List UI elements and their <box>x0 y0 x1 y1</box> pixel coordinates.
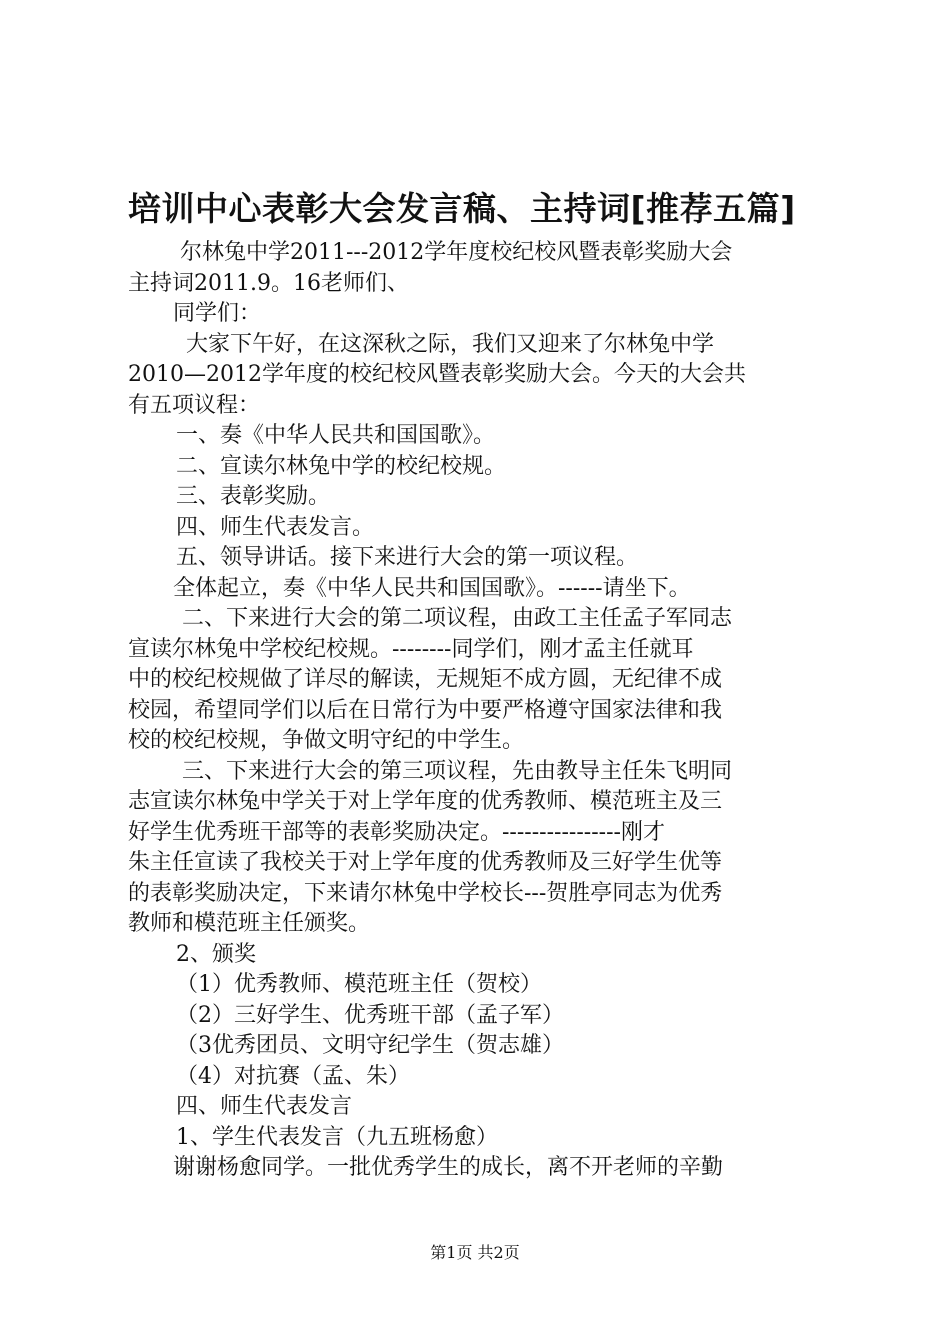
text-line: 校园，希望同学们以后在日常行为中要严格遵守国家法律和我 <box>128 697 723 723</box>
text-line: 好学生优秀班干部等的表彰奖励决定。----------------刚才 <box>128 819 665 845</box>
document-title: 培训中心表彰大会发言稿、主持词[推荐五篇] <box>128 189 796 228</box>
text-line: 主持词2011.9。16老师们、 <box>128 270 409 296</box>
text-line: （3优秀团员、文明守纪学生（贺志雄） <box>176 1033 564 1058</box>
text-line: 三、表彰奖励。 <box>176 484 331 509</box>
text-line: 有五项议程： <box>128 392 261 418</box>
text-line: 志宣读尔林兔中学关于对上学年度的优秀教师、模范班主及三 <box>128 789 723 814</box>
text-line: 大家下午好，在这深秋之际，我们又迎来了尔林兔中学 <box>186 331 715 357</box>
text-line: 中的校纪校规做了详尽的解读，无规矩不成方圆，无纪律不成 <box>128 667 723 692</box>
text-line: 四、师生代表发言 <box>176 1094 353 1119</box>
text-line: 二、宣读尔林兔中学的校纪校规。 <box>176 453 507 479</box>
text-line: 1、学生代表发言（九五班杨愈） <box>176 1124 498 1150</box>
text-line: 2010—2012学年度的校纪校风暨表彰奖励大会。今天的大会共 <box>128 362 746 387</box>
text-line: 同学们： <box>173 301 262 326</box>
text-line: 二、下来进行大会的第二项议程，由政工主任孟子军同志 <box>182 606 733 631</box>
text-line: 校的校纪校规，争做文明守纪的中学生。 <box>128 728 525 753</box>
text-line: 五、领导讲话。接下来进行大会的第一项议程。 <box>176 545 639 570</box>
text-line: 全体起立，奏《中华人民共和国国歌》。------请坐下。 <box>173 575 691 601</box>
text-line: 三、下来进行大会的第三项议程，先由教导主任朱飞明同 <box>182 758 733 784</box>
text-line: 尔林兔中学2011---2012学年度校纪校风暨表彰奖励大会 <box>180 240 733 265</box>
text-line: （4）对抗赛（孟、朱） <box>176 1063 410 1089</box>
text-line: 一、奏《中华人民共和国国歌》。 <box>176 423 496 448</box>
document-body <box>128 238 830 1184</box>
page-footer: 第1页 共2页 <box>430 1243 520 1262</box>
text-line: （2）三好学生、优秀班干部（孟子军） <box>176 1002 564 1028</box>
text-line: 2、颁奖 <box>176 941 256 967</box>
text-line: 教师和模范班主任颁奖。 <box>128 911 371 936</box>
text-line: 谢谢杨愈同学。一批优秀学生的成长，离不开老师的辛勤 <box>173 1155 724 1180</box>
text-line: 朱主任宣读了我校关于对上学年度的优秀教师及三好学生优等 <box>128 850 723 875</box>
text-line: 的表彰奖励决定，下来请尔林兔中学校长---贺胜亭同志为优秀 <box>128 880 723 906</box>
text-line: （1）优秀教师、模范班主任（贺校） <box>176 972 542 997</box>
text-line: 四、师生代表发言。 <box>176 514 375 540</box>
text-line: 宣读尔林兔中学校纪校规。--------同学们，刚才孟主任就耳 <box>128 636 694 662</box>
